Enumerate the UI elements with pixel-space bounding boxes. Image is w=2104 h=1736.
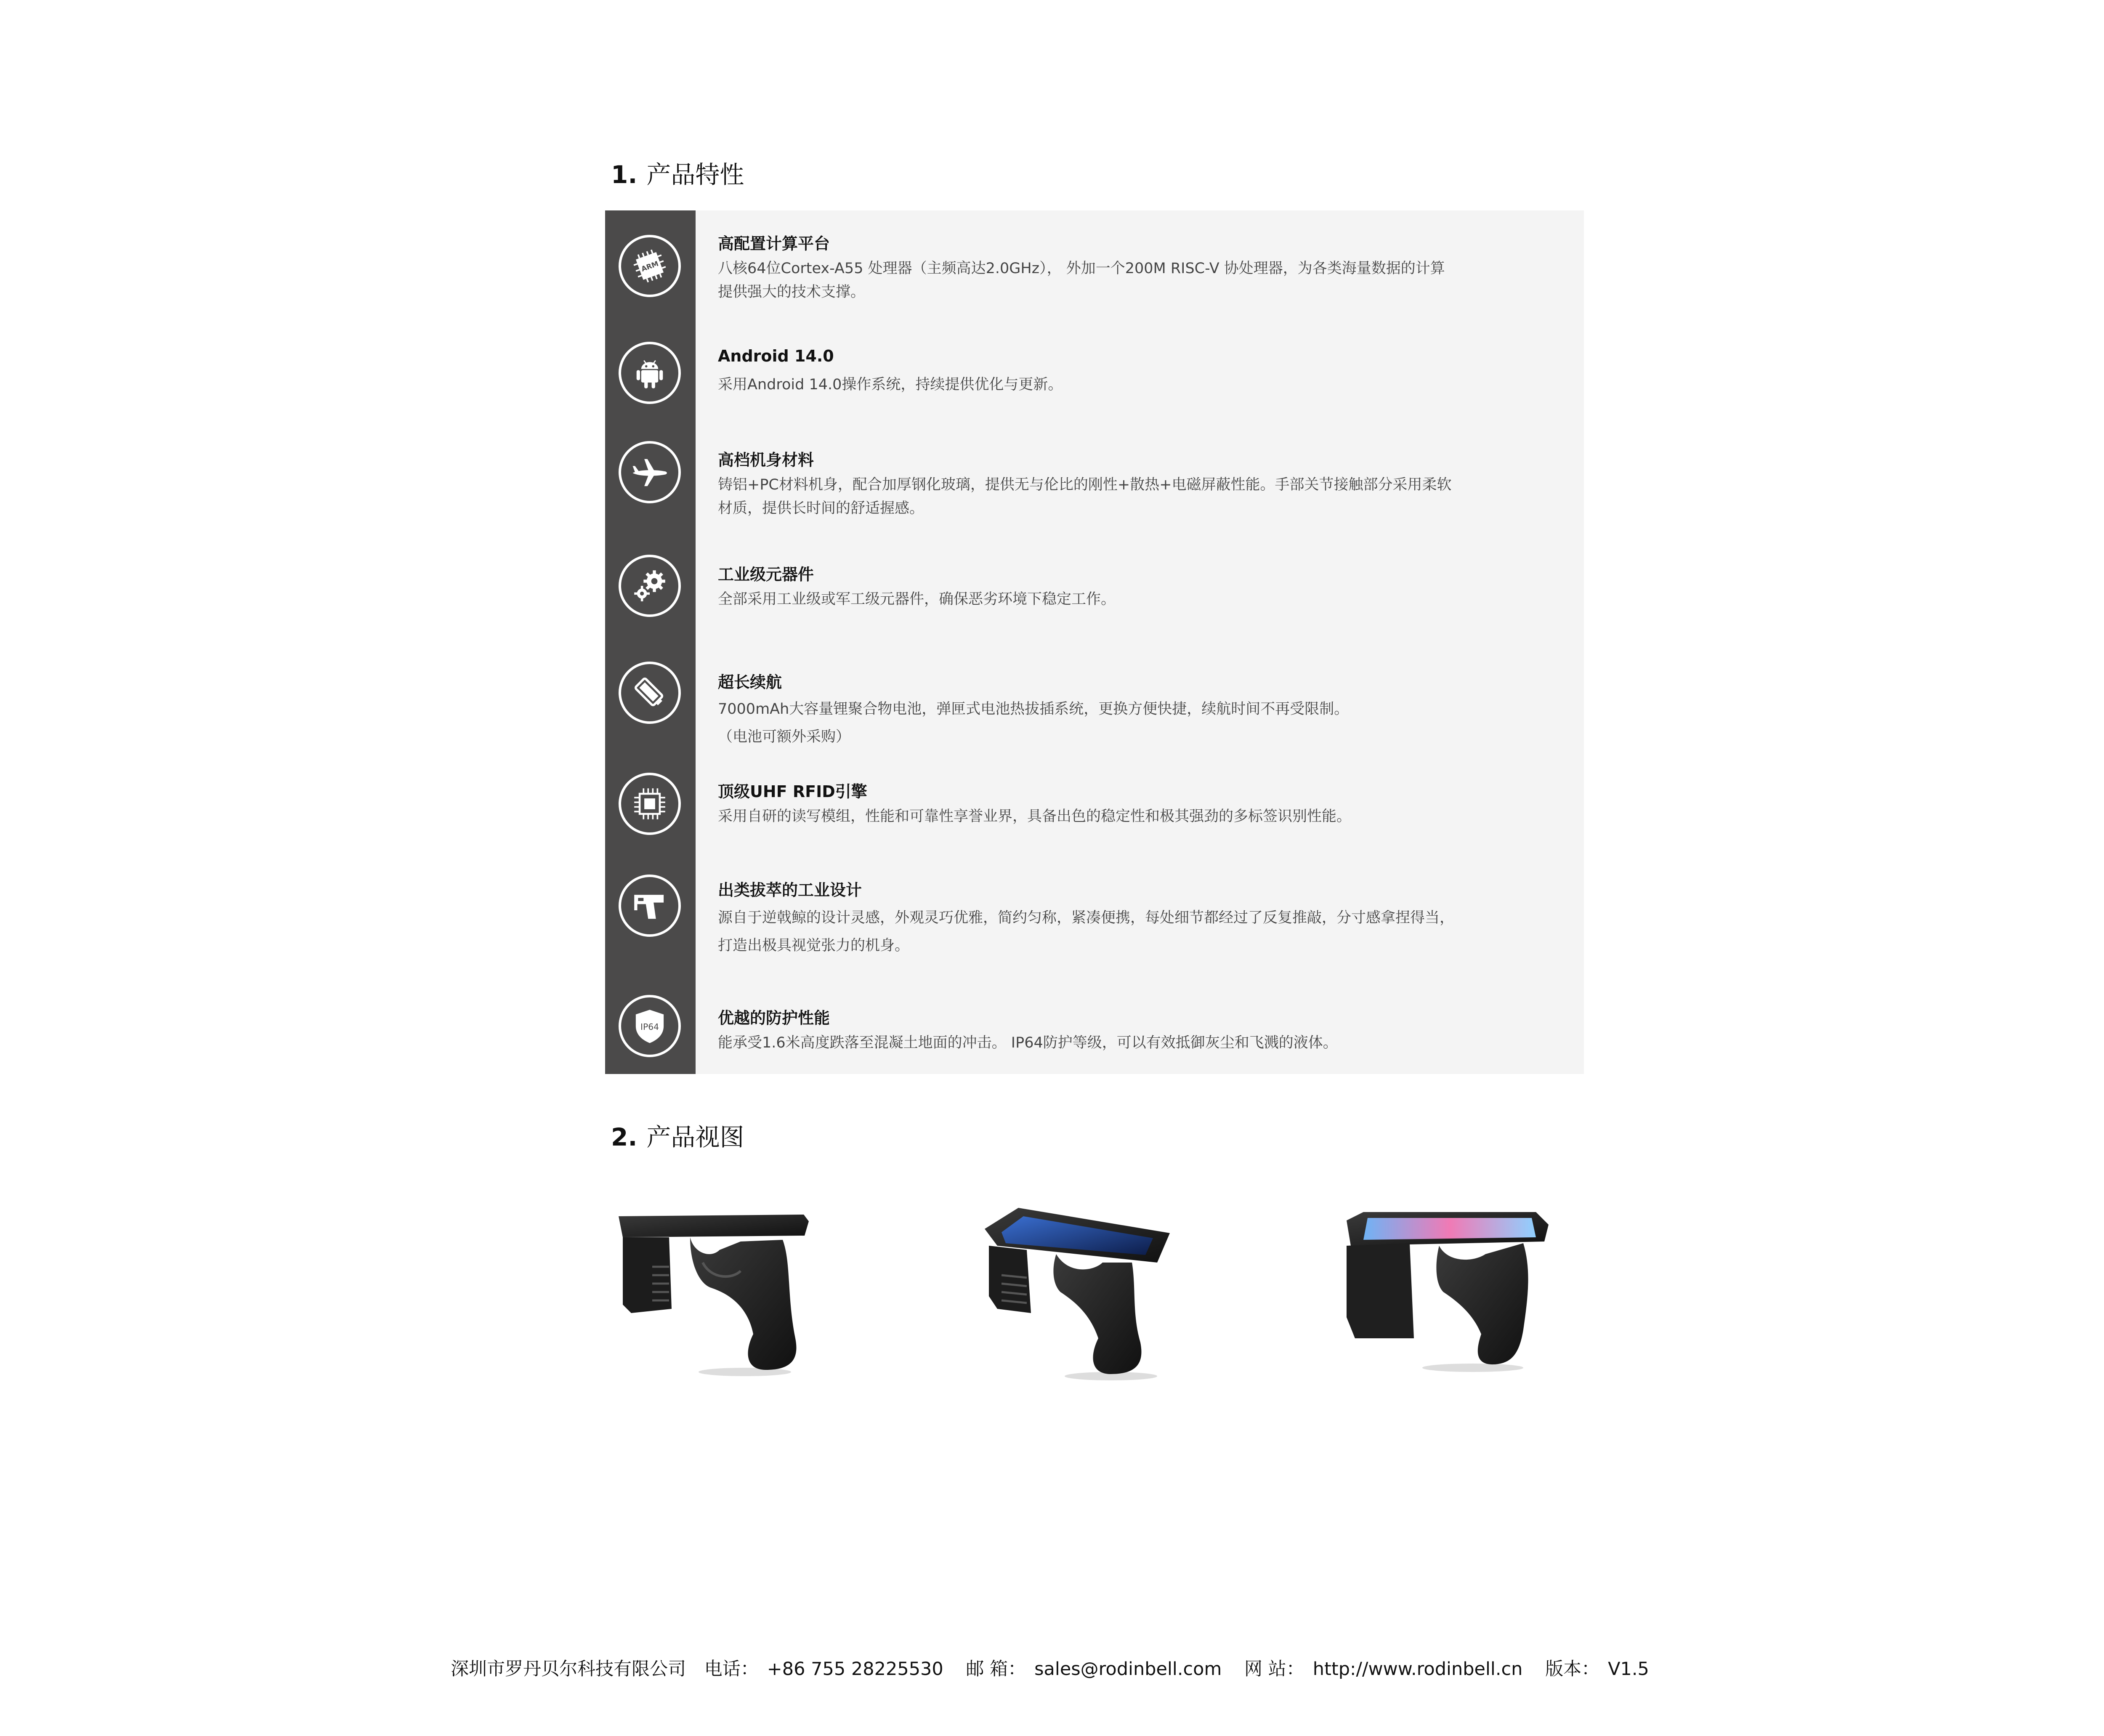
feature-description bbox=[718, 805, 1576, 828]
feature-title: 工业级元器件 bbox=[718, 565, 814, 584]
version-number: V1.5 bbox=[1608, 1659, 1649, 1680]
rfid-chip-icon bbox=[619, 773, 681, 835]
phone-number: +86 755 28225530 bbox=[767, 1659, 943, 1680]
feature-description-line: 提供强大的技术支撑。 bbox=[718, 284, 866, 300]
feature-description-line: 采用自研的读写模组，性能和可靠性享誉业界，具备出色的稳定性和极其强劲的多标签识别性能。 bbox=[718, 808, 1352, 825]
svg-text:IP64: IP64 bbox=[640, 1022, 659, 1032]
feature-description bbox=[718, 904, 1576, 960]
airplane-icon bbox=[619, 441, 681, 503]
feature-title: 出类拔萃的工业设计 bbox=[718, 881, 862, 899]
svg-text:ARM: ARM bbox=[640, 259, 660, 273]
section-title-views: 2. 产品视图 bbox=[611, 1123, 744, 1151]
feature-title: 高配置计算平台 bbox=[718, 234, 830, 253]
product-image-side bbox=[606, 1199, 825, 1385]
feature-title: 超长续航 bbox=[718, 673, 782, 691]
battery-icon bbox=[619, 662, 681, 724]
feature-description bbox=[718, 473, 1576, 520]
feature-description bbox=[718, 1031, 1576, 1055]
feature-description-line: 打造出极具视觉张力的机身。 bbox=[718, 937, 910, 954]
product-image-angled bbox=[972, 1199, 1191, 1385]
product-image-front bbox=[1338, 1199, 1557, 1385]
icon-rail bbox=[605, 210, 696, 1074]
feature-description-line: （电池可额外采购） bbox=[718, 728, 851, 745]
email-address[interactable]: sales@rodinbell.com bbox=[1034, 1659, 1222, 1680]
feature-description-line: 全部采用工业级或军工级元器件，确保恶劣环境下稳定工作。 bbox=[718, 591, 1116, 608]
ip64-shield-icon bbox=[619, 995, 681, 1057]
arm-chip-icon bbox=[619, 235, 681, 297]
gears-icon bbox=[619, 555, 681, 617]
feature-description bbox=[718, 695, 1576, 751]
feature-description-line: 材质，提供长时间的舒适握感。 bbox=[718, 500, 924, 517]
website-link[interactable]: http://www.rodinbell.cn bbox=[1312, 1659, 1523, 1680]
feature-description-line: 7000mAh大容量锂聚合物电池，弹匣式电池热拔插系统，更换方便快捷，续航时间不再受限制。 bbox=[718, 701, 1349, 718]
feature-title: 顶级UHF RFID引擎 bbox=[718, 782, 867, 801]
feature-description bbox=[718, 373, 1576, 396]
feature-description-line: 能承受1.6米高度跌落至混凝土地面的冲击。 IP64防护等级，可以有效抵御灰尘和飞溅的液体。 bbox=[718, 1034, 1338, 1051]
feature-description-line: 铸铝+PC材料机身，配合加厚钢化玻璃，提供无与伦比的刚性+散热+电磁屏蔽性能。手部关节接触部分采用柔软 bbox=[718, 476, 1452, 493]
feature-description-line: 采用Android 14.0操作系统，持续提供优化与更新。 bbox=[718, 376, 1063, 393]
feature-title: 高档机身材料 bbox=[718, 451, 814, 469]
feature-description bbox=[718, 257, 1576, 304]
company-name: 深圳市罗丹贝尔科技有限公司 bbox=[451, 1659, 686, 1680]
scanner-gun-icon bbox=[619, 875, 681, 937]
section-title-features: 1. 产品特性 bbox=[611, 160, 744, 189]
feature-description bbox=[718, 588, 1576, 611]
feature-title: Android 14.0 bbox=[718, 347, 834, 365]
features-panel bbox=[605, 210, 1584, 1074]
footer-contact: 深圳市罗丹贝尔科技有限公司 电话： +86 755 28225530 邮 箱： sales@rodinbell.com 网 站： http://www.rodinbell.cn 版本： V1.5 bbox=[451, 1659, 1649, 1680]
feature-description-line: 八核64位Cortex-A55 处理器（主频高达2.0GHz）， 外加一个200M RISC-V 协处理器，为各类海量数据的计算 bbox=[718, 260, 1445, 277]
feature-title: 优越的防护性能 bbox=[718, 1009, 830, 1027]
feature-description-line: 源自于逆戟鲸的设计灵感，外观灵巧优雅，简约匀称，紧凑便携，每处细节都经过了反复推敲，分寸感拿捏得当， bbox=[718, 909, 1455, 926]
android-icon bbox=[619, 342, 681, 404]
